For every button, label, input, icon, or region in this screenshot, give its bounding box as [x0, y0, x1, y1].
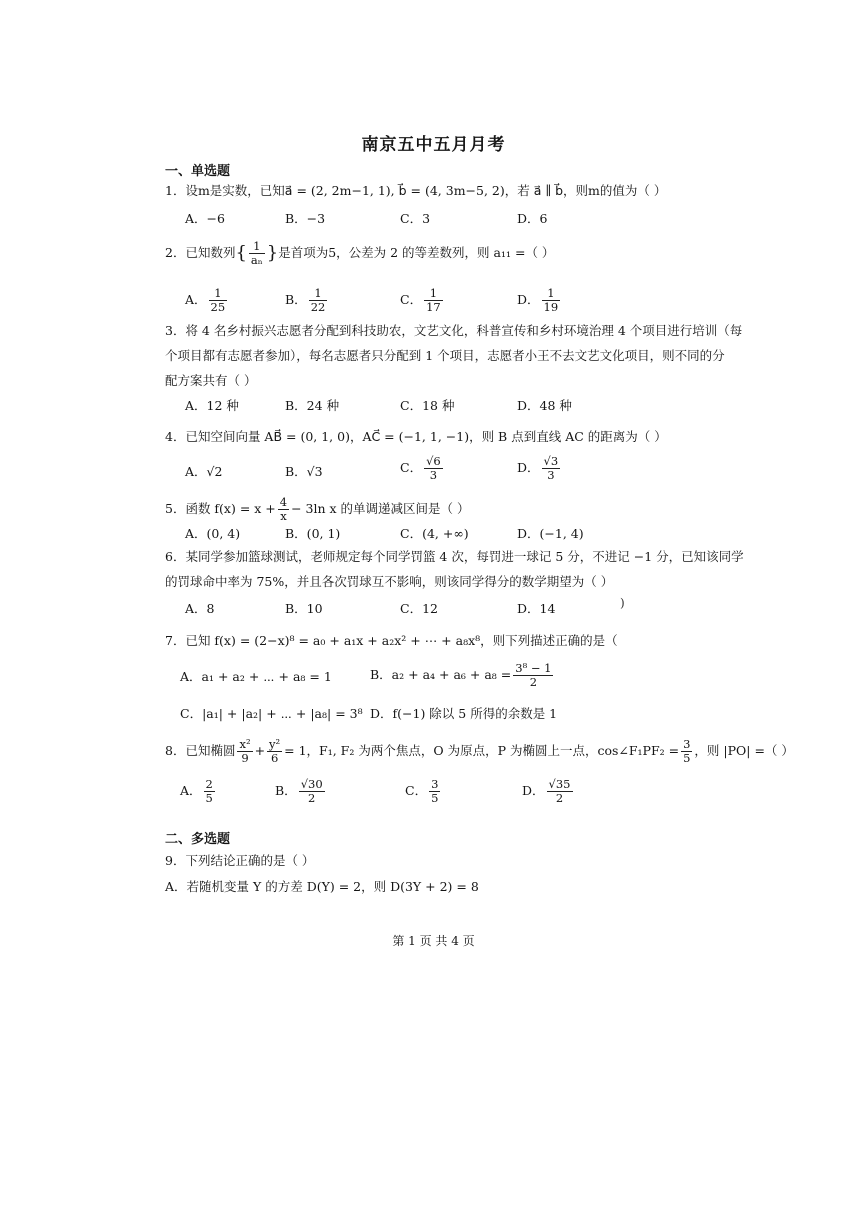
q1-option-c: C．3 — [400, 211, 431, 226]
q3-option-a: A．12 种 — [185, 398, 239, 413]
q8-option-c — [405, 778, 442, 805]
q8-option-d — [522, 778, 575, 805]
q1-option-d: D．6 — [517, 211, 548, 226]
right-brace: } — [266, 242, 279, 264]
option-letter: D． — [517, 460, 540, 475]
q6-option-c: C．12 — [400, 601, 438, 616]
q3-option-c: C．18 种 — [400, 398, 455, 413]
denominator: 25 — [210, 300, 226, 314]
q7-option-b — [370, 662, 555, 689]
q7-option-c: C．|a₁| + |a₂| + ⋯ + |a₈| = 3⁸ — [180, 706, 363, 721]
option-letter: D． — [517, 292, 540, 307]
q8-stem-pre: 8．已知椭圆 — [165, 743, 236, 758]
q2-stem — [165, 240, 554, 267]
q2-option-d — [517, 287, 562, 314]
q4-option-c — [400, 455, 445, 482]
q8-stem — [165, 738, 794, 765]
q2-option-c — [400, 287, 445, 314]
q9-stem: 9．下列结论正确的是（ ） — [165, 853, 315, 868]
numerator: 1 — [542, 287, 561, 301]
denominator: 6 — [270, 751, 279, 765]
numerator: 3 — [431, 777, 439, 791]
q2-option-b — [285, 287, 329, 314]
section-single-choice: 一、单选题 — [165, 164, 231, 179]
q4-option-d — [517, 455, 562, 482]
q1-option-a: A．−6 — [185, 211, 225, 226]
denominator: 5 — [431, 791, 439, 805]
q2-stem-post: 是首项为5，公差为 2 的等差数列，则 a₁₁ =（ ） — [278, 245, 555, 260]
numerator: 1 — [209, 287, 228, 301]
denominator: 5 — [683, 751, 691, 765]
q6-stem-line-2: 的罚球命中率为 75%，并且各次罚球互不影响，则该同学得分的数学期望为（ ） — [165, 574, 614, 589]
q8-stem-mid: = 1，F₁, F₂ 为两个焦点，O 为原点，P 为椭圆上一点，cos∠F₁PF₂ = — [284, 743, 680, 758]
option-letter: B． — [285, 292, 307, 307]
numerator: √3 — [543, 454, 559, 468]
numerator: 3 — [683, 737, 691, 751]
q3-stem-line-1: 3．将 4 名乡村振兴志愿者分配到科技助农，文艺文化，科普宣传和乡村环境治理 4 个项目进行培训（每 — [165, 323, 743, 338]
q4-option-a: A．√2 — [185, 464, 223, 479]
numerator: √6 — [426, 454, 441, 468]
q3-option-b: B．24 种 — [285, 398, 340, 413]
option-letter: D． — [522, 783, 545, 798]
option-letter: A． — [180, 783, 202, 798]
q5-option-d: D．(−1, 4) — [517, 526, 584, 541]
q7-stem: 7．已知 f(x) = (2−x)⁸ = a₀ + a₁x + a₂x² + ⋯ + a₈x⁸，则下列描述正确的是（ — [165, 633, 618, 648]
q1-stem: 1．设m是实数，已知a⃗ = (2, 2m−1, 1), b⃗ = (4, 3m−5, 2)，若 a⃗ ∥ b⃗，则m的值为（ ） — [165, 183, 667, 198]
q1-option-b: B．−3 — [285, 211, 326, 226]
numerator: 1 — [249, 240, 265, 254]
q6-option-b: B．10 — [285, 601, 323, 616]
q8-stem-tail: ，则 |PO| =（ ） — [694, 743, 794, 758]
q5-stem — [165, 496, 470, 523]
q7-option-d: D．f(−1) 除以 5 所得的余数是 1 — [370, 706, 558, 721]
denominator: 2 — [555, 791, 564, 805]
option-letter: A． — [185, 292, 207, 307]
plus-sign: + — [254, 743, 266, 758]
page-title: 南京五中五月月考 — [361, 135, 506, 155]
q3-stem-line-2: 个项目都有志愿者参加），每名志愿者只分配到 1 个项目，志愿者小王不去文艺文化项目，则不同的分 — [165, 348, 725, 363]
q2-option-a — [185, 287, 229, 314]
denominator: 2 — [529, 675, 538, 689]
denominator: 17 — [426, 300, 441, 314]
numerator: 4 — [279, 495, 288, 509]
numerator: √30 — [300, 777, 323, 791]
q2-brace-fraction — [249, 240, 265, 267]
numerator: 1 — [424, 287, 443, 301]
q5-option-a: A．(0, 4) — [185, 526, 241, 541]
q5-option-b: B．(0, 1) — [285, 526, 341, 541]
section-multi-choice: 二、多选题 — [165, 832, 231, 847]
q7-option-a: A．a₁ + a₂ + ⋯ + a₈ = 1 — [180, 669, 332, 684]
scan-mark: ) — [620, 596, 625, 610]
denominator: 22 — [310, 300, 326, 314]
q5-stem-post: − 3ln x 的单调递减区间是（ ） — [291, 501, 470, 516]
q8-option-b — [275, 778, 327, 805]
q5-stem-pre: 5．函数 f(x) = x + — [165, 501, 276, 516]
page-footer: 第 1 页 共 4 页 — [392, 934, 475, 948]
option-letter: C． — [400, 460, 423, 475]
q3-stem-line-3: 配方案共有（ ） — [165, 373, 257, 388]
denominator: 9 — [241, 751, 249, 765]
denominator: 19 — [543, 300, 559, 314]
denominator: 2 — [308, 791, 316, 805]
q5-option-c: C．(4, +∞) — [400, 526, 469, 541]
q8-option-a — [180, 778, 217, 805]
q4-option-b: B．√3 — [285, 464, 323, 479]
q3-option-d: D．48 种 — [517, 398, 572, 413]
denominator: x — [280, 509, 287, 523]
numerator: 3⁸ − 1 — [515, 661, 552, 675]
q4-stem: 4．已知空间向量 AB⃗ = (0, 1, 0)，AC⃗ = (−1, 1, −1)，则 B 点到直线 AC 的距离为（ ） — [165, 429, 667, 444]
q7-option-b-pre: B．a₂ + a₄ + a₆ + a₈ = — [370, 667, 512, 682]
numerator: 2 — [205, 777, 213, 791]
q6-option-a: A．8 — [185, 601, 215, 616]
option-letter: C． — [400, 292, 423, 307]
numerator: √35 — [548, 777, 571, 791]
option-letter: C． — [405, 783, 428, 798]
numerator: 1 — [309, 287, 328, 301]
q6-stem-line-1: 6．某同学参加篮球测试，老师规定每个同学罚篮 4 次，每罚进一球记 5 分，不进记 −1 分，已知该同学 — [165, 549, 744, 564]
denominator: 3 — [429, 468, 438, 482]
option-letter: B． — [275, 783, 297, 798]
numerator: x² — [239, 737, 251, 751]
denominator: 5 — [205, 791, 213, 805]
left-brace: { — [235, 242, 247, 264]
denominator: 3 — [547, 468, 555, 482]
q9-option-a: A．若随机变量 Y 的方差 D(Y) = 2，则 D(3Y + 2) = 8 — [165, 879, 479, 894]
q6-option-d: D．14 — [517, 601, 556, 616]
q5-fraction — [278, 496, 289, 523]
numerator: y² — [269, 737, 281, 751]
denominator: aₙ — [250, 253, 263, 267]
q2-stem-pre: 2．已知数列 — [165, 245, 236, 260]
